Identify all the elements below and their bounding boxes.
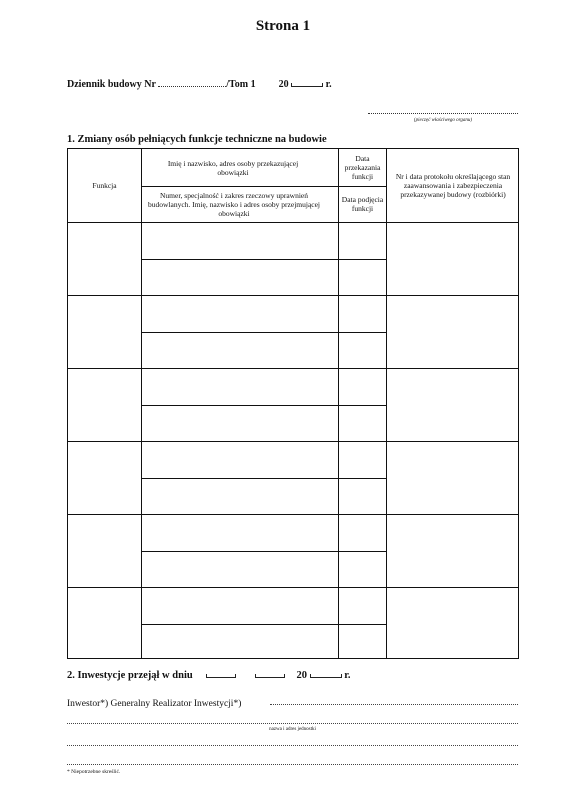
- row-divider: [68, 514, 518, 515]
- row-divider: [68, 295, 518, 296]
- journal-tom: /Tom 1: [226, 79, 256, 90]
- column-divider: [386, 149, 387, 658]
- header-protocol: Nr i data protokołu określającego stan zaawansowania i zabezpieczenia przekazywanej budowy (rozbiórki): [395, 172, 511, 199]
- header-funkcja: Funkcja: [92, 181, 117, 190]
- subrow-divider: [141, 624, 386, 625]
- row-divider: [68, 441, 518, 442]
- section2-year-prefix: 20: [296, 670, 307, 681]
- seal-label: (pieczęć właściwego organu): [413, 118, 473, 123]
- column-divider: [338, 149, 339, 658]
- column-divider: [141, 149, 142, 658]
- subrow-divider: [141, 478, 386, 479]
- journal-year-prefix: 20: [278, 79, 289, 90]
- journal-prefix: Dziennik budowy Nr: [67, 79, 156, 90]
- subrow-divider: [141, 259, 386, 260]
- header-date-takeover: Data podjęcia funkcji: [341, 195, 384, 213]
- header-transferor: Imię i nazwisko, adres osoby przekazującej obowiązki: [167, 158, 299, 177]
- section2-title: 2. Inwestycje przejął w dniu: [67, 670, 193, 681]
- journal-year-suffix: r.: [325, 79, 332, 90]
- subrow-divider: [141, 551, 386, 552]
- investor-extra-line[interactable]: [67, 764, 518, 765]
- investor-label: Inwestor*) Generalny Realizator Inwestycji*): [67, 699, 242, 709]
- subrow-divider: [141, 332, 386, 333]
- section1-title: 1. Zmiany osób pełniących funkcje techniczne na budowie: [67, 134, 327, 145]
- section2-line: [67, 669, 351, 681]
- investor-name-address-field[interactable]: [67, 723, 518, 724]
- subrow-divider: [141, 405, 386, 406]
- row-divider: [68, 368, 518, 369]
- header-bottom-line: [68, 222, 518, 223]
- personnel-changes-table: [67, 148, 519, 659]
- journal-number-line: [67, 77, 332, 90]
- section2-year-suffix: r.: [344, 670, 351, 681]
- header-date-transfer: Data przekazania funkcji: [344, 154, 381, 181]
- takeover-month-field[interactable]: [255, 669, 285, 678]
- footnote: * Niepotrzebne skreślić.: [67, 769, 121, 775]
- page-title: Strona 1: [255, 18, 311, 34]
- journal-year-field[interactable]: [291, 78, 323, 87]
- investor-field[interactable]: [270, 704, 518, 705]
- row-divider: [68, 587, 518, 588]
- name-address-label: nazwa i adres jednostki: [269, 727, 316, 732]
- investor-extra-line[interactable]: [67, 745, 518, 746]
- takeover-year-field[interactable]: [310, 669, 342, 678]
- seal-signature-line[interactable]: [368, 113, 518, 114]
- journal-number-field[interactable]: [158, 77, 226, 87]
- takeover-day-field[interactable]: [206, 669, 236, 678]
- header-transferee: Numer, specjalność i zakres rzeczowy uprawnień budowlanych. Imię, nazwisko i adres osoby przejmującej obowiązki: [147, 190, 321, 218]
